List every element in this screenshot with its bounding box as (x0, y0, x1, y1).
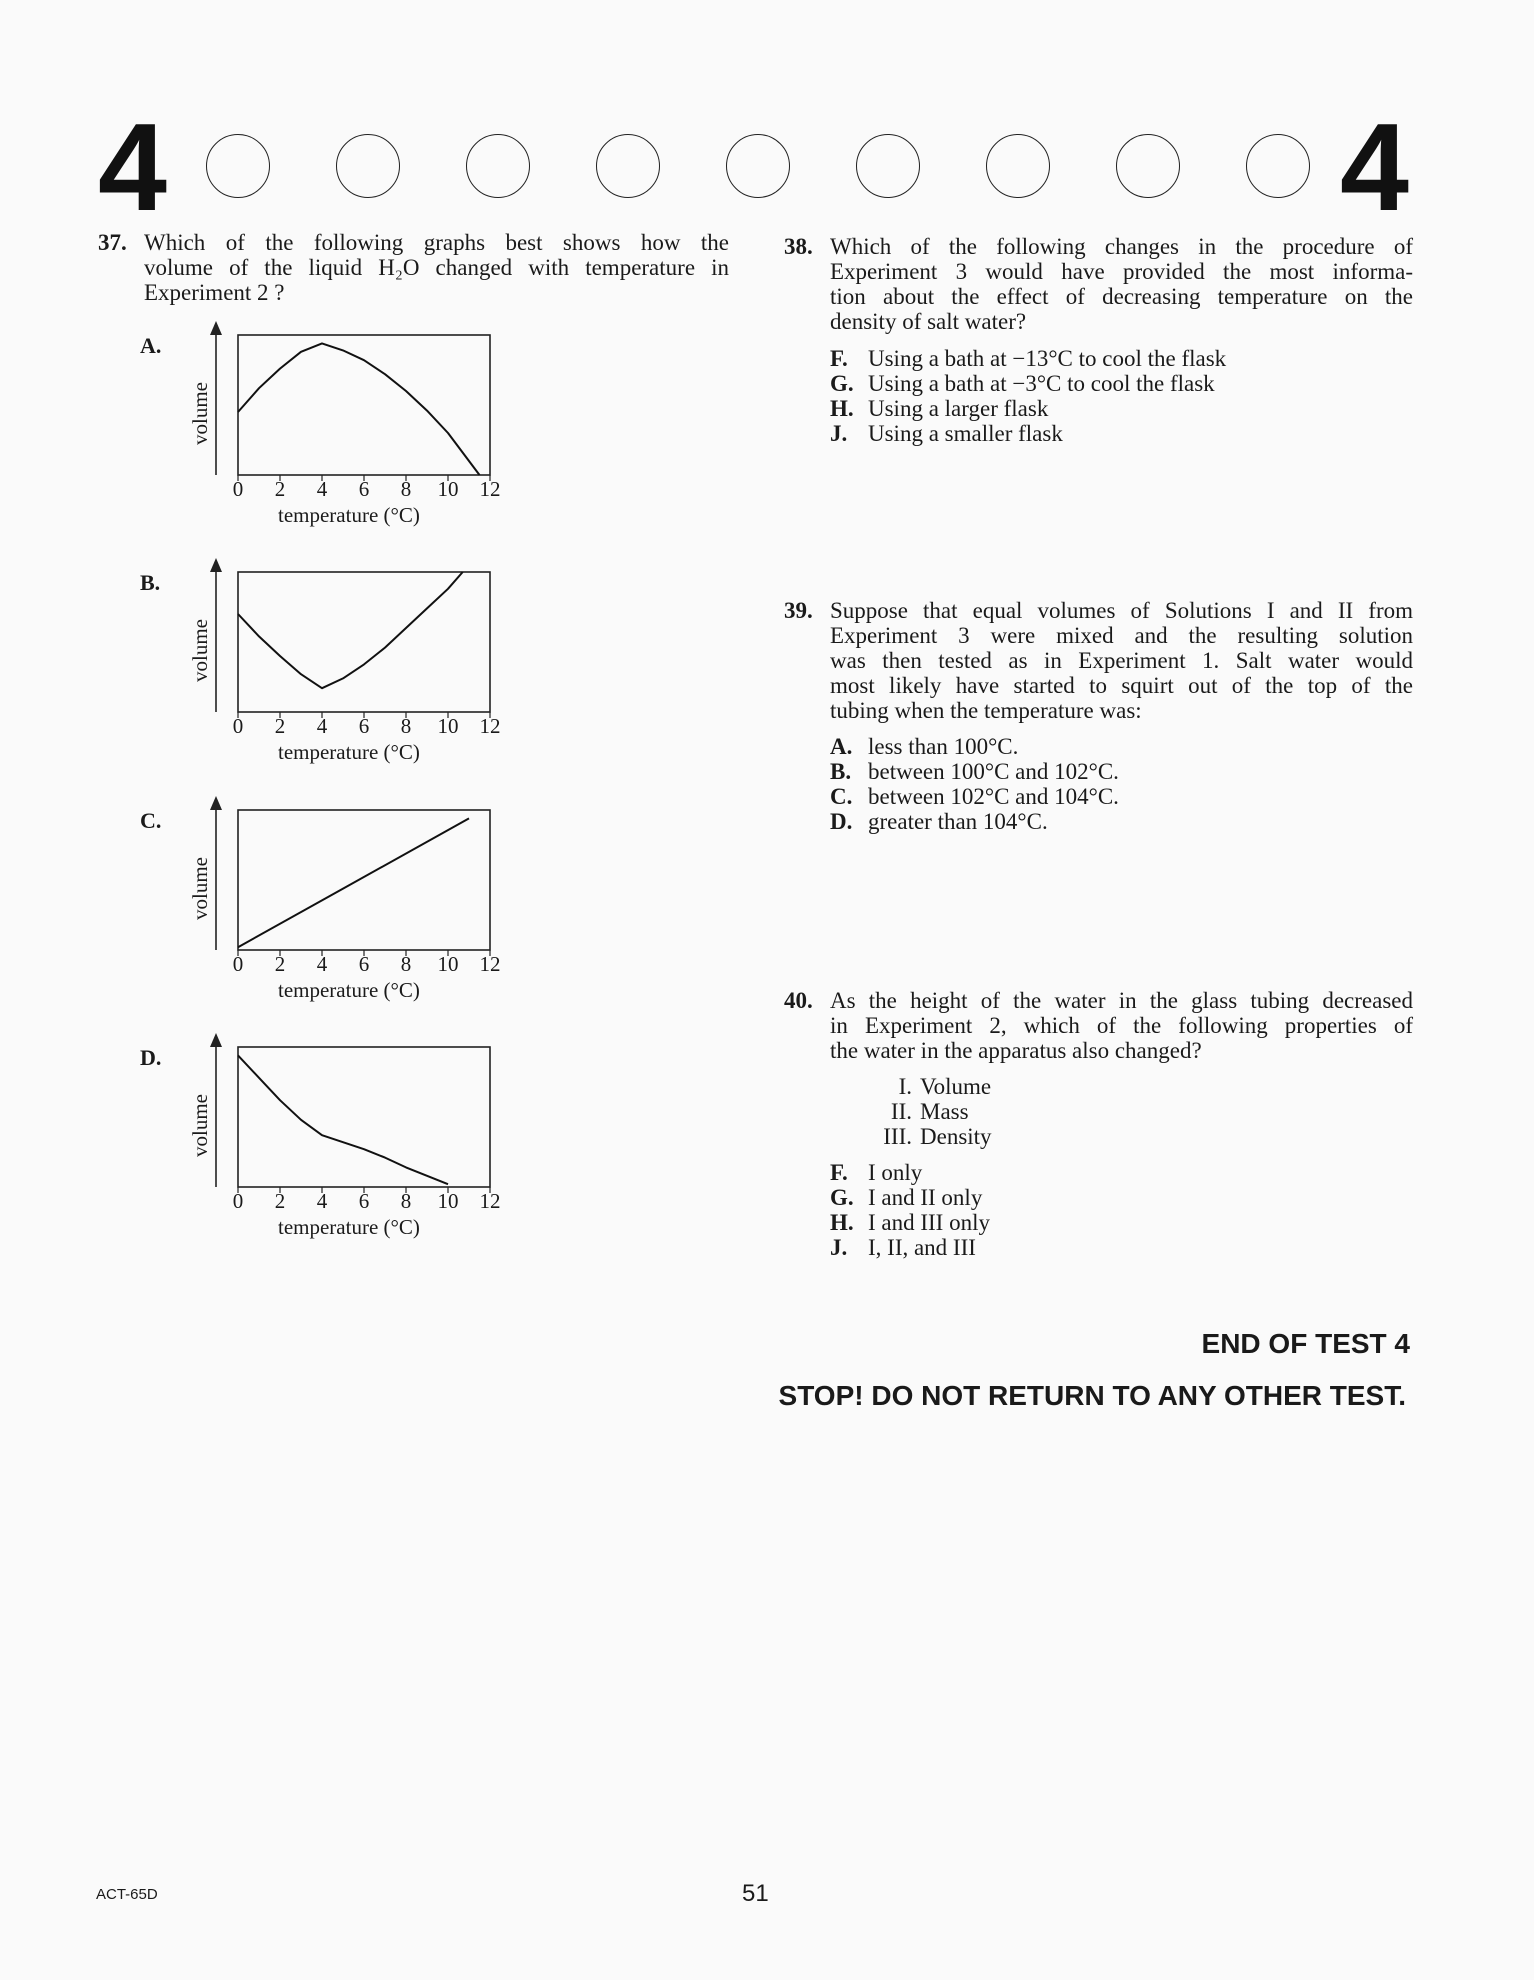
q40-roman-ii (878, 1099, 969, 1124)
option-text: Using a bath at −3°C to cool the flask (868, 371, 1215, 396)
volume-curve (238, 818, 469, 947)
x-tick-label: 2 (274, 714, 286, 738)
q38-line: Experiment 3 would have provided the most informa- (830, 259, 1413, 284)
volume-curve (238, 343, 480, 475)
header-circle (856, 134, 920, 198)
graph-plot (200, 558, 500, 728)
q38-option-h[interactable] (830, 396, 1048, 421)
option-text: less than 100°C. (868, 734, 1019, 759)
arrow-head-icon (210, 558, 222, 572)
q38-line: Which of the following changes in the procedure of (830, 234, 1413, 259)
option-letter: J. (830, 1235, 848, 1260)
x-tick-label: 8 (400, 952, 412, 976)
option-letter: F. (830, 1160, 848, 1185)
y-axis-label: volume (188, 1094, 212, 1157)
q37-number: 37. (98, 230, 127, 255)
header-circle (466, 134, 530, 198)
q39-number: 39. (784, 598, 813, 623)
option-letter: F. (830, 346, 848, 371)
q40-number: 40. (784, 988, 813, 1013)
roman-text: Mass (920, 1099, 969, 1124)
end-of-test: END OF TEST 4 (1201, 1328, 1410, 1359)
roman-numeral: III. (883, 1124, 912, 1149)
option-letter: G. (830, 371, 854, 396)
x-tick-label: 4 (316, 1189, 328, 1213)
volume-curve (238, 572, 463, 688)
graph-plot (200, 1033, 500, 1203)
x-tick-label: 2 (274, 1189, 286, 1213)
x-tick-label: 12 (479, 952, 501, 976)
option-text: I, II, and III (868, 1235, 976, 1260)
q40-roman-iii (878, 1124, 992, 1149)
x-axis-label: temperature (°C) (278, 978, 420, 1002)
graph-letter: D. (140, 1045, 162, 1070)
option-text: I and III only (868, 1210, 990, 1235)
header-circle (1116, 134, 1180, 198)
option-text: greater than 104°C. (868, 809, 1048, 834)
q39-option-d[interactable] (830, 809, 1048, 834)
option-text: between 100°C and 102°C. (868, 759, 1119, 784)
x-tick-label: 10 (437, 477, 459, 501)
roman-text: Density (920, 1124, 992, 1149)
x-tick-label: 12 (479, 477, 501, 501)
q40-line: in Experiment 2, which of the following properties of (830, 1013, 1413, 1038)
arrow-head-icon (210, 321, 222, 335)
option-letter: H. (830, 1210, 854, 1235)
option-letter: H. (830, 396, 854, 421)
x-tick-label: 6 (358, 952, 370, 976)
q37-line: volume of the liquid H₂O changed with temperature in (144, 255, 729, 280)
header-circle (1246, 134, 1310, 198)
q38-number: 38. (784, 234, 813, 259)
q38-line: density of salt water? (830, 309, 1027, 334)
option-text: between 102°C and 104°C. (868, 784, 1119, 809)
q39-line: Experiment 3 were mixed and the resulting solution (830, 623, 1413, 648)
option-text: I and II only (868, 1185, 983, 1210)
x-tick-label: 6 (358, 714, 370, 738)
q38-option-j[interactable] (830, 421, 1063, 446)
header-circle (596, 134, 660, 198)
option-text: Using a larger flask (868, 396, 1049, 421)
x-tick-label: 2 (274, 477, 286, 501)
x-tick-label: 10 (437, 714, 459, 738)
graph-plot (200, 796, 500, 966)
x-tick-label: 12 (479, 714, 501, 738)
roman-numeral: I. (898, 1074, 912, 1099)
q37-line: Experiment 2 ? (144, 280, 285, 305)
y-axis-label: volume (188, 619, 212, 682)
header-circle (336, 134, 400, 198)
x-tick-label: 0 (232, 714, 244, 738)
q38-line: tion about the effect of decreasing temperature on the (830, 284, 1413, 309)
q40-roman-i (878, 1074, 991, 1099)
q39-option-c[interactable] (830, 784, 1119, 809)
x-tick-label: 8 (400, 477, 412, 501)
q38-option-f[interactable] (830, 346, 1226, 371)
plot-frame (238, 572, 490, 712)
q40-option-j[interactable] (830, 1235, 976, 1260)
q40-option-f[interactable] (830, 1160, 922, 1185)
q40-option-g[interactable] (830, 1185, 982, 1210)
x-tick-label: 6 (358, 1189, 370, 1213)
option-letter: B. (830, 759, 852, 784)
x-tick-label: 6 (358, 477, 370, 501)
stop-notice: STOP! DO NOT RETURN TO ANY OTHER TEST. (778, 1380, 1406, 1411)
form-code: ACT-65D (96, 1886, 158, 1903)
x-tick-label: 2 (274, 952, 286, 976)
y-axis-label: volume (188, 382, 212, 445)
graph-letter: B. (140, 570, 161, 595)
x-tick-label: 0 (232, 1189, 244, 1213)
section-number-left: 4 (98, 99, 167, 237)
option-letter: C. (830, 784, 853, 809)
plot-frame (238, 335, 490, 475)
x-tick-label: 0 (232, 477, 244, 501)
q40-line: As the height of the water in the glass tubing decreased (830, 988, 1413, 1013)
q40-option-h[interactable] (830, 1210, 990, 1235)
arrow-head-icon (210, 796, 222, 810)
plot-frame (238, 810, 490, 950)
x-tick-label: 4 (316, 477, 328, 501)
page-number: 51 (742, 1880, 769, 1907)
q39-line: tubing when the temperature was: (830, 698, 1142, 723)
y-axis-label: volume (188, 857, 212, 920)
q39-option-b[interactable] (830, 759, 1119, 784)
q39-line: Suppose that equal volumes of Solutions I and II from (830, 598, 1413, 623)
volume-curve (238, 1055, 448, 1184)
section-number-right: 4 (1340, 99, 1409, 237)
x-tick-label: 10 (437, 1189, 459, 1213)
roman-text: Volume (920, 1074, 992, 1099)
arrow-head-icon (210, 1033, 222, 1047)
x-tick-label: 4 (316, 952, 328, 976)
x-axis-label: temperature (°C) (278, 1215, 420, 1239)
graph-plot (200, 321, 500, 491)
option-letter: J. (830, 421, 848, 446)
option-text: I only (868, 1160, 923, 1185)
option-text: Using a smaller flask (868, 421, 1063, 446)
header-circle (206, 134, 270, 198)
q39-line: most likely have started to squirt out of the top of the (830, 673, 1413, 698)
header-circle (986, 134, 1050, 198)
plot-frame (238, 1047, 490, 1187)
x-tick-label: 8 (400, 1189, 412, 1213)
q40-line: the water in the apparatus also changed? (830, 1038, 1202, 1063)
q37-line: Which of the following graphs best shows how the (144, 230, 729, 255)
q38-option-g[interactable] (830, 371, 1215, 396)
header-circle (726, 134, 790, 198)
q39-option-a[interactable] (830, 734, 1018, 759)
x-tick-label: 12 (479, 1189, 501, 1213)
x-axis-label: temperature (°C) (278, 503, 420, 527)
option-letter: D. (830, 809, 853, 834)
roman-numeral: II. (890, 1099, 912, 1124)
option-letter: A. (830, 734, 853, 759)
x-axis-label: temperature (°C) (278, 740, 420, 764)
option-letter: G. (830, 1185, 854, 1210)
graph-letter: A. (140, 333, 162, 358)
option-text: Using a bath at −13°C to cool the flask (868, 346, 1227, 371)
x-tick-label: 10 (437, 952, 459, 976)
x-tick-label: 4 (316, 714, 328, 738)
q39-line: was then tested as in Experiment 1. Salt water would (830, 648, 1413, 673)
x-tick-label: 0 (232, 952, 244, 976)
graph-letter: C. (140, 808, 162, 833)
x-tick-label: 8 (400, 714, 412, 738)
